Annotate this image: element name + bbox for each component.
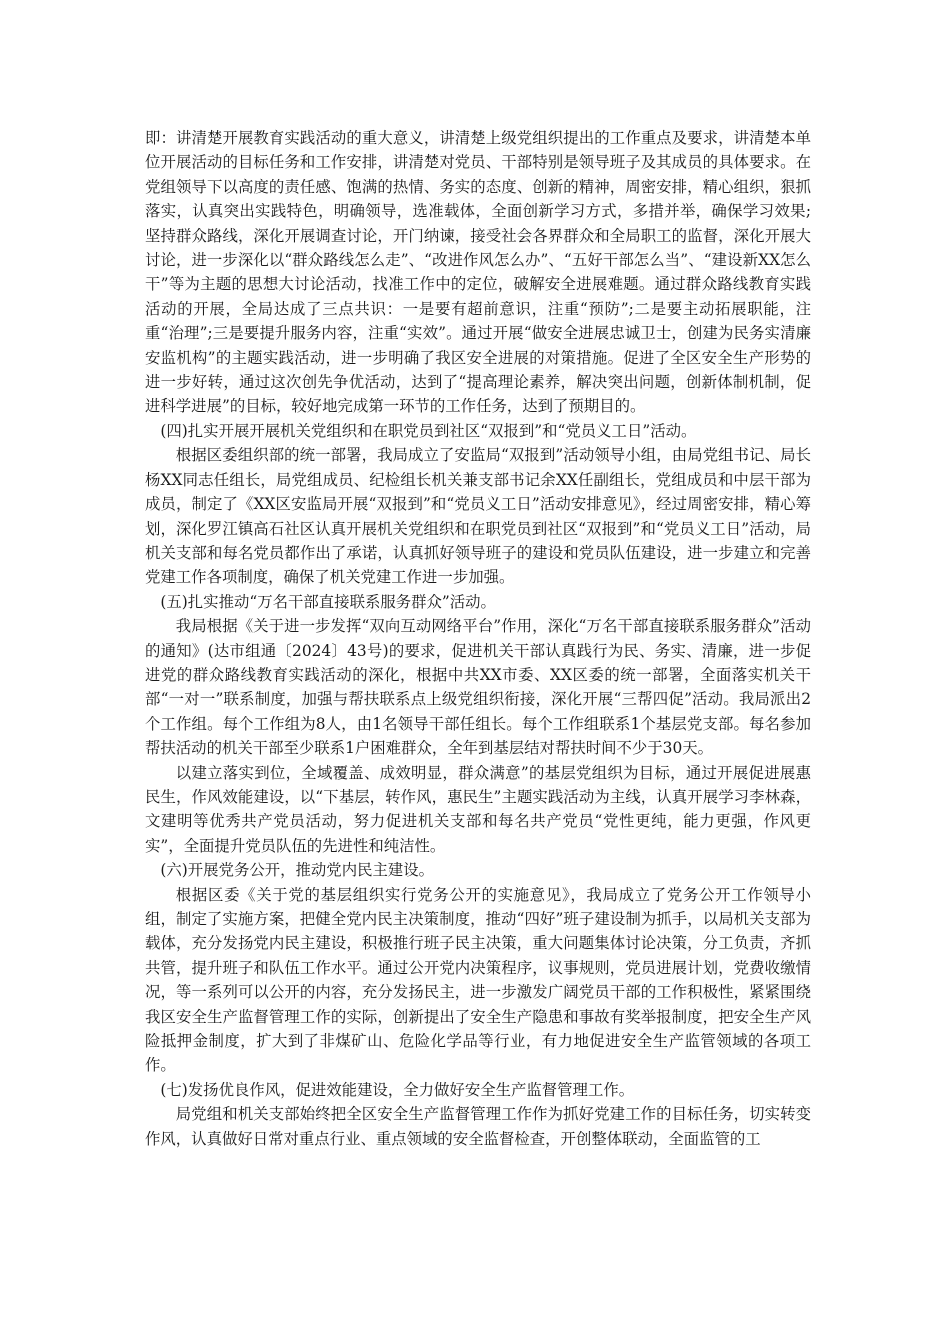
paragraph-section-5-b: 以建立落实到位，全域覆盖、成效明显，群众满意”的基层党组织为目标，通过开展促进展惠民生，作风效能建设，以“下基层，转作风，惠民生”主题实践活动为主线，认真开展学习李林森，文建明等优秀共产党员活动，努力促进机关支部和每名共产党员“党性更纯，能力更强，作风更实”，全面提升党员队伍的先进性和纯洁性。 [145,763,811,855]
paragraph-section-6: 根据区委《关于党的基层组织实行党务公开的实施意见》，我局成立了党务公开工作领导小组，制定了实施方案，把健全党内民主决策制度，推动“四好”班子建设制为抓手，以局机关支部为载体，充分发扬党内民主建设，积极推行班子民主决策，重大问题集体讨论决策，分工负责，齐抓共管，提升班子和队伍工作水平。通过公开党内决策程序，议事规则，党员进展计划，党费收缴情况，等一系列可以公开的内容，充分发扬民主，进一步激发广阔党员干部的工作积极性，紧紧围绕我区安全生产监督管理工作的实际，创新提出了安全生产隐患和事故有奖举报制度，把安全生产风险抵押金制度，扩大到了非煤矿山、危险化学品等行业，有力地促进安全生产监管领域的各项工作。 [145,885,811,1075]
section-heading-6: (六)开展党务公开，推动党内民主建设。 [160,861,435,880]
section-heading-5: (五)扎实推动“万名干部直接联系服务群众”活动。 [160,592,496,611]
paragraph-intro: 即：讲清楚开展教育实践活动的重大意义，讲清楚上级党组织提出的工作重点及要求，讲清楚本单位开展活动的目标任务和工作安排，讲清楚对党员、干部特别是领导班子及其成员的具体要求。在党组领导下以高度的责任感、饱满的热情、务实的态度、创新的精神，周密安排，精心组织，狠抓落实，认真突出实践特色，明确领导，选准载体，全面创新学习方式，多措并举，确保学习效果;坚持群众路线，深化开展调查讨论，开门纳谏，接受社会各界群众和全局职工的监督，深化开展大讨论，进一步深化以“群众路线怎么走”、“改进作风怎么办”、“五好干部怎么当”、“建设新XX怎么干”等为主题的思想大讨论活动，找准工作中的定位，破解安全进展难题。通过群众路线教育实践活动的开展，全局达成了三点共识：一是要有超前意识，注重“预防”;二是要主动拓展职能，注重“治理”;三是要提升服务内容，注重“实效”。通过开展“做安全进展忠诚卫士，创建为民务实清廉安监机构”的主题实践活动，进一步明确了我区安全进展的对策措施。促进了全区安全生产形势的进一步好转，通过这次创先争优活动，达到了“提高理论素养，解决突出问题，创新体制机制，促进科学进展”的目标，较好地完成第一环节的工作任务，达到了预期目的。 [145,129,811,416]
section-heading-7: (七)发扬优良作风，促进效能建设，全力做好安全生产监督管理工作。 [160,1080,635,1099]
paragraph-section-5-a: 我局根据《关于进一步发挥“双向互动网络平台”作用，深化“万名干部直接联系服务群众”活动的通知》(达市组通〔2024〕43号)的要求，促进机关干部认真践行为民、务实、清廉，进一步促进党的群众路线教育实践活动的深化，根据中共XX市委、XX区委的统一部署，全面落实机关干部“一对一”联系制度，加强与帮扶联系点上级党组织衔接，深化开展“三帮四促”活动。我局派出2个工作组。每个工作组为8人，由1名领导干部任组长。每个工作组联系1个基层党支部。每名参加帮扶活动的机关干部至少联系1户困难群众，全年到基层结对帮扶时间不少于30天。 [145,617,811,758]
paragraph-section-7: 局党组和机关支部始终把全区安全生产监督管理工作作为抓好党建工作的目标任务，切实转变作风，认真做好日常对重点行业、重点领域的安全监督检查，开创整体联动，全面监管的工 [145,1105,811,1148]
paragraph-section-4: 根据区委组织部的统一部署，我局成立了安监局“双报到”活动领导小组，由局党组书记、局长杨XX同志任组长，局党组成员、纪检组长机关兼支部书记余XX任副组长，党组成员和中层干部为成员，制定了《XX区安监局开展“双报到”和“党员义工日”活动安排意见》，经过周密安排，精心筹划，深化罗江镇高石社区认真开展机关党组织和在职党员到社区“双报到”和“党员义工日”活动，局机关支部和每名党员都作出了承诺，认真抓好领导班子的建设和党员队伍建设，进一步建立和完善党建工作各项制度，确保了机关党建工作进一步加强。 [145,446,811,587]
section-heading-4: (四)扎实开展开展机关党组织和在职党员到社区“双报到”和“党员义工日”活动。 [160,421,697,440]
document-body [145,126,811,1151]
